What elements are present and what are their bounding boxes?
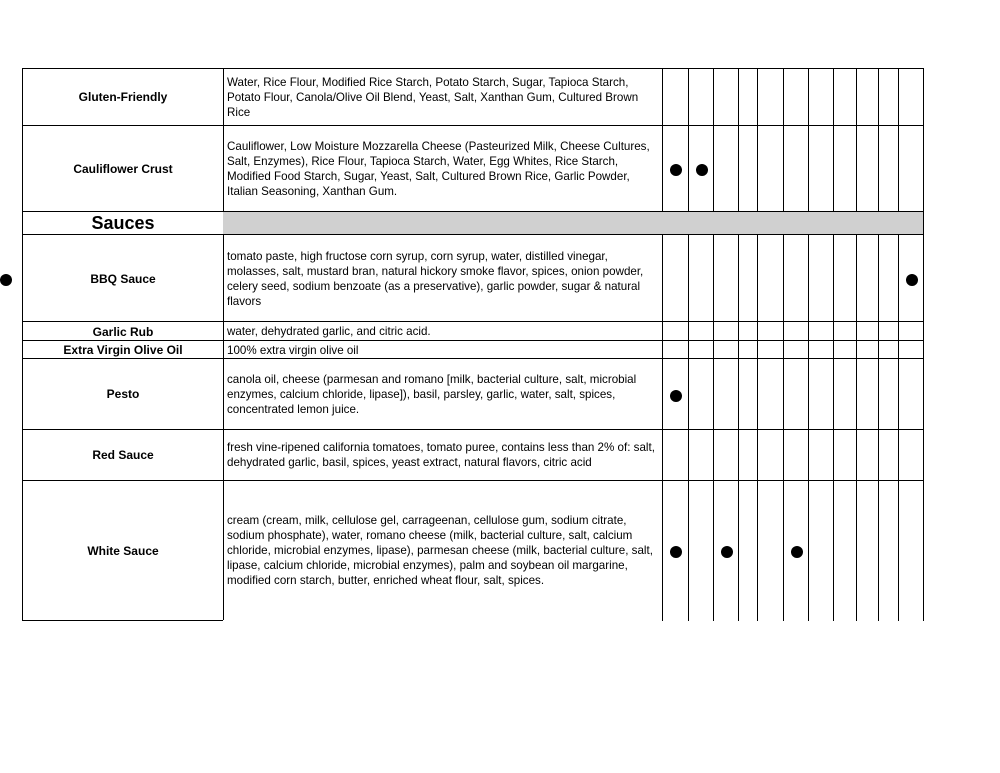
- item-ingredients: tomato paste, high fructose corn syrup, corn syrup, water, distilled vinegar, molasses, salt, mustard bran, natural hickory smoke flavor, spices, onion powder, celery seed, sodium benzoate (as a preservative), garlic powder, sugar & natural flavors: [227, 249, 644, 308]
- table-row: [23, 69, 661, 125]
- grid-line: [833, 68, 834, 212]
- grid-line: [856, 234, 857, 621]
- grid-line: [662, 68, 663, 212]
- allergen-dot: [906, 274, 918, 286]
- item-name: BBQ Sauce: [23, 235, 224, 322]
- grid-line: [23, 68, 924, 69]
- grid-line: [23, 321, 924, 322]
- grid-line: [923, 68, 924, 621]
- item-name: Extra Virgin Olive Oil: [23, 341, 224, 359]
- item-ingredients: Water, Rice Flour, Modified Rice Starch, Potato Starch, Sugar, Tapioca Starch, Potato Flour, Canola/Olive Oil Blend, Yeast, Salt, Xanthan Gum, Cultured Brown Rice: [227, 75, 639, 119]
- table-row: [23, 341, 661, 359]
- grid-line: [738, 68, 739, 212]
- item-name: White Sauce: [23, 481, 224, 620]
- grid-line: [856, 68, 857, 212]
- table-row: [23, 359, 661, 429]
- allergen-dot: [670, 164, 682, 176]
- section-band: [223, 212, 923, 235]
- item-ingredients: Cauliflower, Low Moisture Mozzarella Cheese (Pasteurized Milk, Cheese Cultures, Salt, Enzymes), Rice Flour, Tapioca Starch, Water, Egg Whites, Rice Starch, Modified Food Starch, Sugar, Yeast, Salt, Cultured Brown Rice, Garlic Powder, Italian Seasoning, Xanthan Gum.: [227, 139, 650, 198]
- table-row: [23, 235, 661, 322]
- item-name: Pesto: [23, 359, 224, 429]
- table-row: [23, 429, 661, 481]
- item-name: Red Sauce: [23, 429, 224, 481]
- table-row: [23, 481, 661, 620]
- grid-line: [878, 234, 879, 621]
- table-row: [23, 125, 661, 212]
- grid-line: [808, 68, 809, 212]
- allergen-dot: [0, 274, 12, 286]
- grid-line: [688, 234, 689, 621]
- grid-line: [23, 429, 924, 430]
- grid-line: [662, 234, 663, 621]
- grid-line: [878, 68, 879, 212]
- allergen-dot: [791, 546, 803, 558]
- grid-line: [22, 68, 23, 621]
- item-ingredients: water, dehydrated garlic, and citric acid.: [227, 325, 431, 338]
- item-name: Gluten-Friendly: [23, 69, 224, 125]
- grid-line: [688, 68, 689, 212]
- allergen-dot: [696, 164, 708, 176]
- grid-line: [23, 480, 924, 481]
- grid-line: [713, 68, 714, 212]
- grid-line: [23, 234, 924, 235]
- table-row: [23, 322, 661, 341]
- grid-line: [898, 68, 899, 212]
- grid-line: [783, 234, 784, 621]
- item-name: Cauliflower Crust: [23, 125, 224, 212]
- allergen-dot: [670, 546, 682, 558]
- grid-line: [713, 234, 714, 621]
- section-header: [23, 212, 923, 235]
- item-ingredients: 100% extra virgin olive oil: [227, 343, 359, 357]
- grid-line: [23, 620, 223, 621]
- section-title: Sauces: [23, 212, 224, 235]
- grid-line: [808, 234, 809, 621]
- grid-line: [898, 234, 899, 621]
- item-ingredients: canola oil, cheese (parmesan and romano [milk, bacterial culture, salt, microbial enzymes, calcium chloride, lipase]), basil, parsley, garlic, water, salt, spices, concentrated lemon juice.: [227, 372, 637, 416]
- allergen-dot: [670, 390, 682, 402]
- allergen-dot: [721, 546, 733, 558]
- grid-line: [757, 234, 758, 621]
- grid-line: [23, 340, 924, 341]
- item-ingredients: fresh vine-ripened california tomatoes, tomato puree, contains less than 2% of: salt, dehydrated garlic, basil, spices, yeast extract, natural flavors, citric acid: [227, 441, 655, 469]
- grid-line: [783, 68, 784, 212]
- grid-line: [23, 211, 924, 212]
- item-name: Garlic Rub: [23, 322, 224, 341]
- grid-line: [757, 68, 758, 212]
- grid-line: [23, 358, 924, 359]
- grid-line: [833, 234, 834, 621]
- grid-line: [23, 125, 924, 126]
- item-ingredients: cream (cream, milk, cellulose gel, carrageenan, cellulose gum, sodium citrate, sodium phosphate), water, romano cheese (milk, bacterial culture, salt, calcium chloride, microbial enzymes, lipase), parmesan cheese (milk, bacterial culture, salt, lipase, calcium chloride, microbial enzymes), palm and soybean oil margarine, modified corn starch, butter, enriched wheat flour, salt, spices.: [227, 514, 653, 587]
- grid-line: [738, 234, 739, 621]
